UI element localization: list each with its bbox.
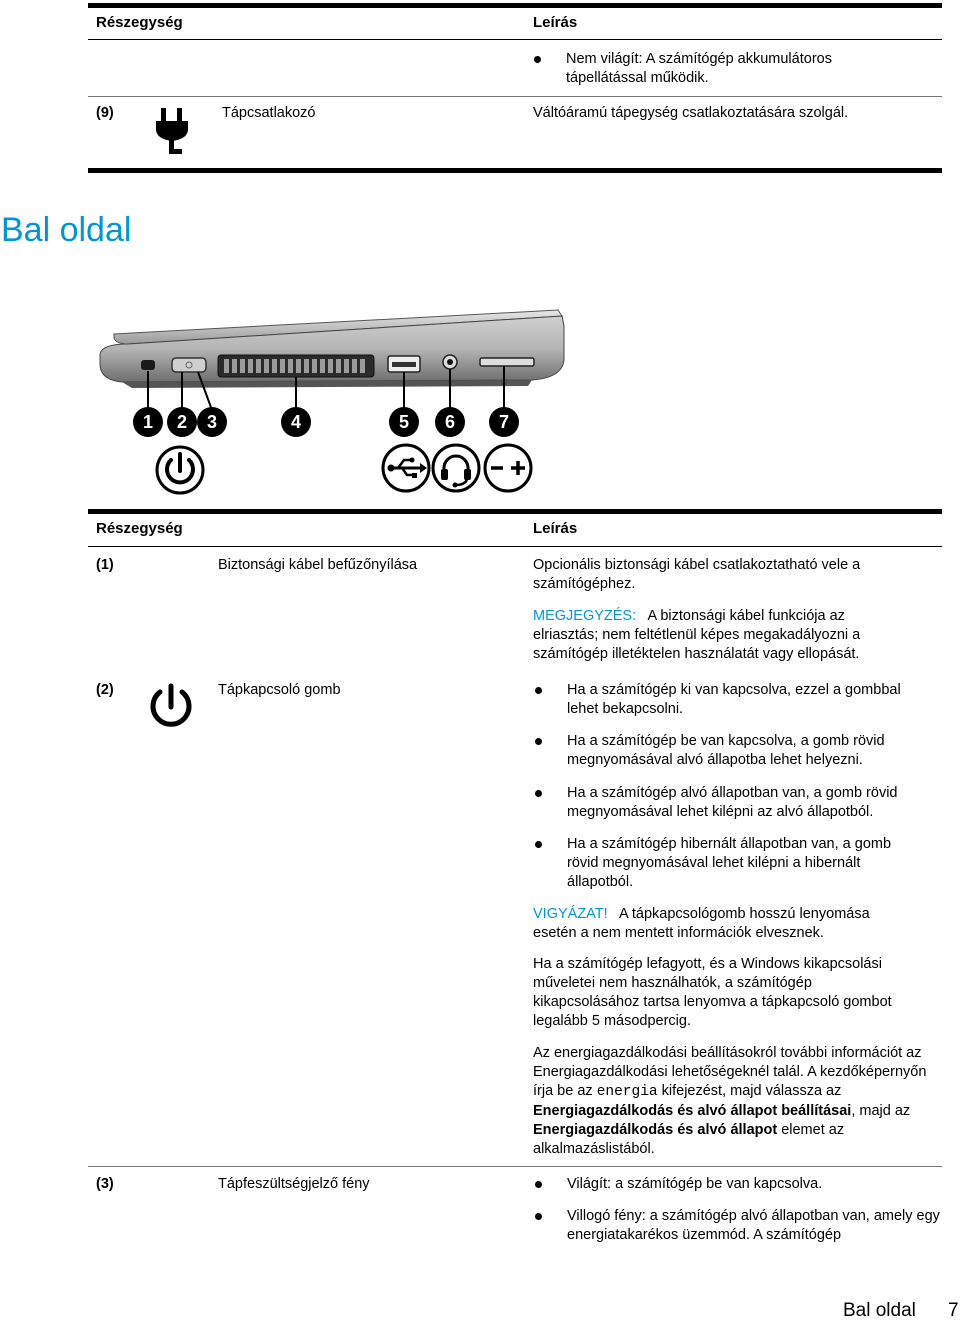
note bbox=[533, 607, 903, 664]
caution bbox=[533, 905, 903, 943]
bullet-dot bbox=[535, 790, 542, 797]
power-icon bbox=[146, 683, 196, 731]
power-plug-icon bbox=[152, 105, 192, 157]
callout-1: 1 bbox=[133, 407, 163, 437]
bold-term: Energiagazdálkodás és alvó állapot beállításai bbox=[533, 1103, 852, 1119]
row-number: (2) bbox=[96, 682, 114, 698]
bold-term: Energiagazdálkodás és alvó állapot bbox=[533, 1122, 778, 1138]
bullet-dot bbox=[535, 738, 542, 745]
usb-icon bbox=[380, 442, 432, 494]
footer-section: Bal oldal bbox=[843, 1300, 916, 1321]
power-icon bbox=[154, 444, 206, 496]
list-item: Ha a számítógép be van kapcsolva, a gomb rövid megnyomásával alvó állapotba lehet helyezni. bbox=[567, 732, 927, 770]
part-name: Tápfeszültségjelző fény bbox=[218, 1176, 370, 1192]
list-item: Nem világít: A számítógép akkumulátoros tápellátással működik. bbox=[566, 50, 896, 88]
note-text: A biztonsági kábel funkciója az elriasztás; nem feltétlenül képes megakadályozni a számítógép illetéktelen használatát vagy ellopását. bbox=[533, 608, 861, 662]
bullet-dot bbox=[535, 687, 542, 694]
caution-label: VIGYÁZAT! bbox=[533, 906, 608, 922]
row-number: (1) bbox=[96, 557, 114, 573]
paragraph: Ha a számítógép lefagyott, és a Windows kikapcsolási műveletei nem használhatók, a számítógép kikapcsolásához tartsa lenyomva a tápkapcsoló gombot legalább 5 másodpercig. bbox=[533, 956, 892, 1029]
callout-4: 4 bbox=[281, 407, 311, 437]
table-header-part: Részegység bbox=[96, 14, 183, 31]
callout-6: 6 bbox=[435, 407, 465, 437]
table-top-rule bbox=[88, 509, 942, 514]
row-divider bbox=[88, 1166, 942, 1167]
section-title: Bal oldal bbox=[1, 211, 132, 249]
minus-plus-icon bbox=[482, 442, 534, 494]
list-item: Villogó fény: a számítógép alvó állapotban van, amely egy energiatakarékos üzemmód. A számítógép bbox=[567, 1207, 942, 1245]
part-name: Tápkapcsoló gomb bbox=[218, 682, 341, 698]
bullet-dot bbox=[534, 56, 541, 63]
row-number: (9) bbox=[96, 105, 114, 121]
bullet-dot bbox=[535, 1213, 542, 1220]
table-header-description: Leírás bbox=[533, 14, 578, 31]
part-description: Opcionális biztonsági kábel csatlakoztatható vele a számítógéphez. bbox=[533, 557, 861, 592]
table-header-description: Leírás bbox=[533, 520, 578, 537]
table-header-rule bbox=[88, 39, 942, 40]
callout-3: 3 bbox=[197, 407, 227, 437]
part-name: Tápcsatlakozó bbox=[222, 105, 316, 121]
bullet-dot bbox=[535, 1181, 542, 1188]
table-header-rule bbox=[88, 546, 942, 547]
list-item: Világít: a számítógép be van kapcsolva. bbox=[567, 1175, 927, 1194]
page-number: 7 bbox=[948, 1300, 959, 1321]
part-description: Váltóáramú tápegység csatlakoztatására szolgál. bbox=[533, 105, 849, 121]
note-label: MEGJEGYZÉS: bbox=[533, 608, 637, 624]
callout-5: 5 bbox=[389, 407, 419, 437]
table-header-part: Részegység bbox=[96, 520, 183, 537]
table-top-rule bbox=[88, 3, 942, 8]
part-name: Biztonsági kábel befűzőnyílása bbox=[218, 557, 418, 573]
list-item: Ha a számítógép alvó állapotban van, a gomb rövid megnyomásával lehet kilépni az alvó állapotból. bbox=[567, 784, 927, 822]
callout-2: 2 bbox=[167, 407, 197, 437]
table-bottom-rule bbox=[88, 168, 942, 173]
paragraph: Az energiagazdálkodási beállításokról további információt az Energiagazdálkodási lehetőségeknél talál. A kezdőképernyőn írja be az energia kifejezést, majd válassza az Energiagazdálkodás és alvó állapot beállításai, majd az Energiagazdálkodás és alvó állapot elemet az alkalmazáslistából. bbox=[533, 1045, 927, 1157]
list-item: Ha a számítógép hibernált állapotban van, a gomb rövid megnyomásával lehet kilépni a hibernált állapotból. bbox=[567, 835, 917, 892]
bullet-dot bbox=[535, 841, 542, 848]
headset-icon bbox=[430, 442, 482, 494]
callout-7: 7 bbox=[489, 407, 519, 437]
list-item: Ha a számítógép ki van kapcsolva, ezzel a gombbal lehet bekapcsolni. bbox=[567, 681, 927, 719]
row-divider bbox=[88, 96, 942, 97]
row-number: (3) bbox=[96, 1176, 114, 1192]
code-term: energia bbox=[596, 1084, 658, 1100]
caution-text: A tápkapcsológomb hosszú lenyomása esetén a nem mentett információk elvesznek. bbox=[533, 906, 870, 941]
